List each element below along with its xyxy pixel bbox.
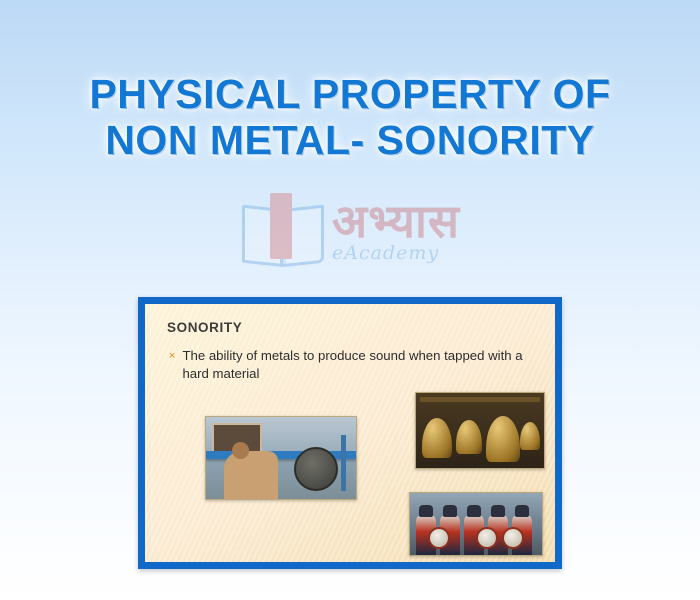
slide-content — [145, 304, 555, 562]
gong-photo — [205, 416, 357, 500]
page-title — [0, 72, 700, 164]
bullet-marker-icon: × — [169, 350, 176, 362]
title-line-1: PHYSICAL PROPERTY OF — [89, 71, 611, 117]
slide-bullet-text: The ability of metals to produce sound when tapped with a hard material — [182, 348, 523, 381]
book-icon — [240, 193, 326, 269]
watermark-tagline: eAcademy — [332, 242, 440, 264]
slide-bullet — [169, 347, 539, 383]
watermark-brand: अभ्यास — [332, 195, 460, 247]
bells-photo — [415, 392, 545, 469]
watermark-logo — [0, 176, 700, 286]
title-line-2: NON METAL- SONORITY — [105, 116, 595, 163]
band-photo — [409, 492, 543, 556]
slide-heading: SONORITY — [167, 320, 243, 335]
slide-frame — [138, 297, 562, 569]
